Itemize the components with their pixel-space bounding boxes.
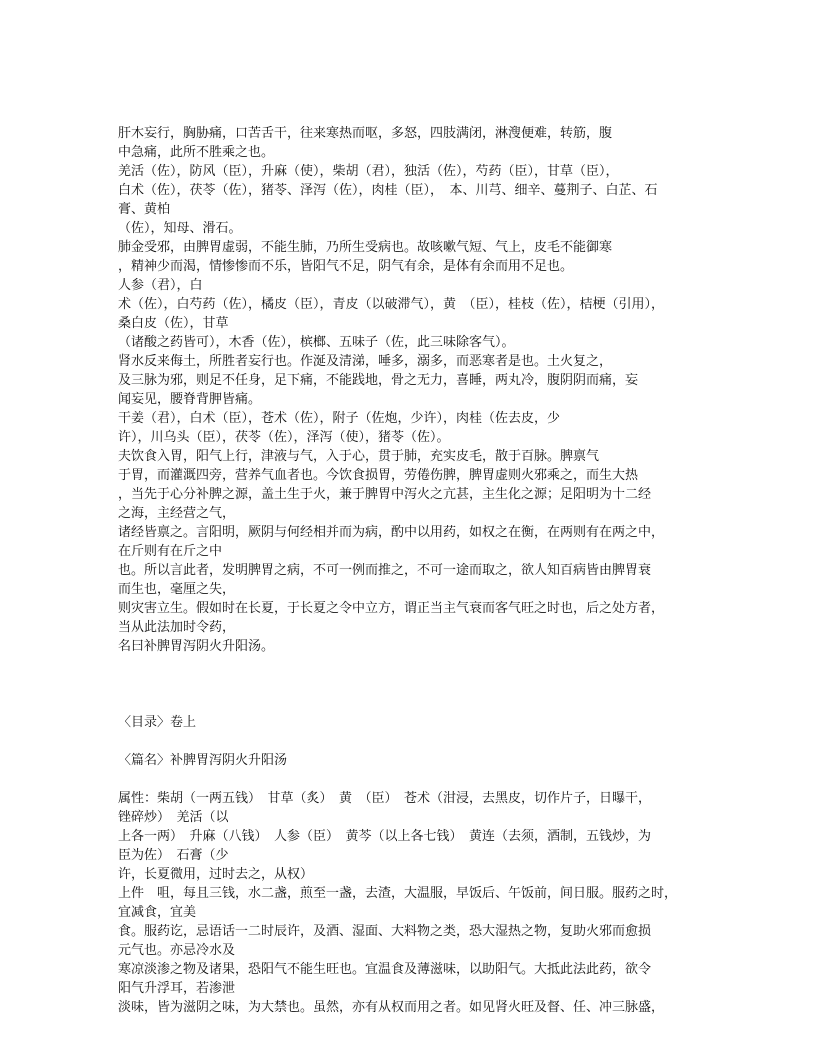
text-line: 许），川乌头（臣），茯苓（佐），泽泻（使），猪苓（佐）。: [118, 430, 450, 445]
text-line: 锉碎炒） 羌活（以: [118, 810, 229, 825]
text-line: 桑白皮（佐），甘草: [118, 316, 229, 331]
text-line: 肝木妄行，胸胁痛，口苦舌干，往来寒热而呕，多怒，四肢满闭，淋溲便难，转筋，腹: [118, 126, 613, 141]
text-line: 白术（佐），茯苓（佐），猪苓、泽泻（佐），肉桂（臣）， 本、川芎、细辛、蔓荆子、白芷、石: [118, 183, 658, 198]
text-line: 术（佐），白芍药（佐），橘皮（臣），青皮（以破滞气），黄 （臣），桂枝（佐），桔梗（引用），: [118, 297, 665, 312]
text-line: 则灾害立生。假如时在长夏，于长夏之令中立方，谓正当主气衰而客气旺之时也，后之处方者，: [118, 601, 665, 616]
text-line: 阳气升浮耳，若渗泄: [118, 981, 236, 996]
text-line: 羌活（佐），防风（臣），升麻（使），柴胡（君），独活（佐），芍药（臣），甘草（臣），: [118, 164, 619, 179]
text-line: 元气也。亦忌冷水及: [118, 943, 236, 958]
catalog-heading: 〈目录〉卷上: [118, 715, 197, 730]
spacer: [118, 694, 718, 713]
text-line: 当从此法加时令药，: [118, 620, 236, 635]
text-line: 而生也，毫厘之失，: [118, 582, 236, 597]
text-line: 在斤则有在斤之中: [118, 544, 223, 559]
attribute-text: [118, 789, 718, 1017]
text-line: ，当先于心分补脾之源，盖土生于火，兼于脾胃中泻火之亢甚，主生化之源；足阳明为十二经: [118, 487, 652, 502]
text-line: 臣为佐） 石膏（少: [118, 848, 229, 863]
spacer: [118, 675, 718, 694]
body-text: [118, 124, 718, 656]
text-line: 膏、黄柏: [118, 202, 171, 217]
text-line: ，精神少而渴，情惨惨而不乐，皆阳气不足，阴气有余，是体有余而用不足也。: [118, 259, 574, 274]
text-line: 诸经皆禀之。言阳明，厥阴与何经相并而为病，酌中以用药，如权之在衡，在两则有在两之中，: [118, 525, 665, 540]
text-line: 干姜（君），白术（臣），苍术（佐），附子（佐炮，少许），肉桂（佐去皮，少: [118, 411, 561, 426]
text-line: 肾水反来侮土，所胜者妄行也。作涎及清涕，唾多，溺多，而恶寒者是也。土火复之，: [118, 354, 613, 369]
spacer: [118, 732, 718, 751]
text-line: 人参（君），白: [118, 278, 203, 293]
text-line: 许，长夏微用，过时去之，从权）: [118, 867, 314, 882]
text-line: 食。服药讫，忌语话一二时辰许，及酒、湿面、大料物之类，恐大湿热之物，复助火邪而愈损: [118, 924, 652, 939]
text-line: （佐），知母、滑石。: [118, 221, 242, 236]
text-line: （诸酸之药皆可），木香（佐），槟榔、五味子（佐，此三味除客气）。: [118, 335, 515, 350]
text-line: 中急痛，此所不胜乘之也。: [118, 145, 275, 160]
text-line: 夫饮食入胃，阳气上行，津液与气，入于心，贯于肺，充实皮毛，散于百脉。脾禀气: [118, 449, 600, 464]
text-line: 也。所以言此者，发明脾胃之病，不可一例而推之，不可一途而取之，欲人知百病皆由脾胃衰: [118, 563, 652, 578]
text-line: 上各一两） 升麻（八钱） 人参（臣） 黄芩（以上各七钱） 黄连（去须，酒制，五钱炒，为: [118, 829, 652, 844]
text-line: 闻妄见，腰脊背胛皆痛。: [118, 392, 262, 407]
text-line: 宜减食，宜美: [118, 905, 197, 920]
text-line: 及三脉为邪，则足不任身，足下痛，不能践地，骨之无力，喜睡，两丸冷，腹阴阴而痛，妄: [118, 373, 639, 388]
text-line: 名曰补脾胃泻阴火升阳汤。: [118, 639, 275, 654]
spacer: [118, 770, 718, 789]
text-line: 寒凉淡渗之物及诸果，恐阳气不能生旺也。宜温食及薄滋味，以助阳气。大抵此法此药，欲令: [118, 962, 652, 977]
text-line: 于胃，而灌溉四旁，营养气血者也。今饮食损胃，劳倦伤脾，脾胃虚则火邪乘之，而生大热: [118, 468, 639, 483]
text-line: 上件 咀，每且三钱，水二盏，煎至一盏，去渣，大温服，早饭后、午饭前，间日服。服药之时，: [118, 886, 678, 901]
text-line: 肺金受邪，由脾胃虚弱，不能生肺，乃所生受病也。故咳嗽气短、气上，皮毛不能御寒: [118, 240, 613, 255]
text-line: 之海，主经营之气，: [118, 506, 236, 521]
document-page: [118, 124, 718, 1017]
text-line: 淡味，皆为滋阴之味，为大禁也。虽然，亦有从权而用之者。如见肾火旺及督、任、冲三脉盛，: [118, 1000, 665, 1015]
text-line: 属性：柴胡（一两五钱） 甘草（炙） 黄 （臣） 苍术（泔浸，去黑皮，切作片子，日曝干，: [118, 791, 652, 806]
spacer: [118, 656, 718, 675]
chapter-title: 〈篇名〉补脾胃泻阴火升阳汤: [118, 753, 288, 768]
